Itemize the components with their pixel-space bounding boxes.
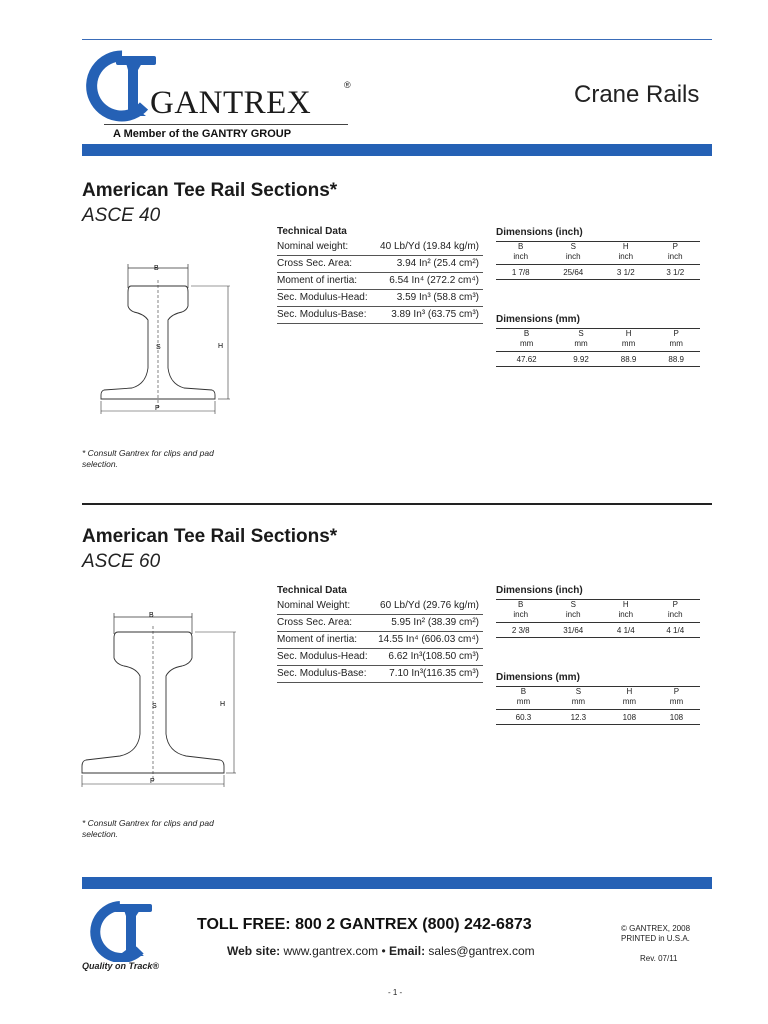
gantrex-footer-logo-icon bbox=[82, 900, 162, 962]
rail-profile-diagram bbox=[96, 258, 246, 418]
revision: Rev. 07/11 bbox=[640, 954, 678, 963]
tech-row: Moment of inertia: 14.55 In⁴ (606.03 cm⁴) bbox=[277, 632, 483, 649]
tech-row: Sec. Modulus-Base: 7.10 In³(116.35 cm³) bbox=[277, 666, 483, 683]
toll-free: TOLL FREE: 800 2 GANTREX (800) 242-6873 bbox=[197, 916, 532, 933]
top-rule bbox=[82, 39, 712, 40]
registered-mark: ® bbox=[344, 80, 351, 90]
tech-row: Sec. Modulus-Head: 6.62 In³(108.50 cm³) bbox=[277, 649, 483, 666]
website-link[interactable]: www.gantrex.com bbox=[283, 944, 379, 958]
section-title: American Tee Rail Sections* bbox=[82, 180, 338, 201]
dimensions-mm-table: B mm S mm H mm P mm 47.62 9.92 88.9 88.9 bbox=[496, 328, 700, 367]
dim-label-h: H bbox=[220, 701, 226, 708]
rail-profile-diagram bbox=[76, 606, 246, 790]
section-divider bbox=[82, 503, 712, 505]
tagline: Quality on Track® bbox=[82, 961, 159, 971]
member-rule bbox=[104, 124, 348, 125]
dimensions-mm bbox=[496, 672, 700, 725]
dim-label-p: P bbox=[155, 405, 160, 412]
section-subtitle: ASCE 60 bbox=[82, 551, 161, 572]
technical-data-heading: Technical Data bbox=[277, 585, 347, 596]
section-subtitle: ASCE 40 bbox=[82, 205, 161, 226]
dim-label-s: S bbox=[152, 703, 157, 710]
tech-row: Cross Sec. Area: 3.94 In² (25.4 cm²) bbox=[277, 256, 483, 273]
footnote: * Consult Gantrex for clips and pad selection. bbox=[82, 818, 214, 839]
tech-row: Nominal Weight: 60 Lb/Yd (29.76 kg/m) bbox=[277, 598, 483, 615]
contact-line: Web site: www.gantrex.com • Email: sales@gantrex.com bbox=[227, 944, 535, 958]
dimensions-inch-table: B inch S inch H inch P inch 2 3/8 31/64 4 1/4 4 1/4 bbox=[496, 599, 700, 638]
footer-blue-bar bbox=[82, 877, 712, 889]
email-label: Email: bbox=[389, 944, 426, 958]
tech-row: Moment of inertia: 6.54 In⁴ (272.2 cm⁴) bbox=[277, 273, 483, 290]
email-link[interactable]: sales@gantrex.com bbox=[428, 944, 535, 958]
footnote: * Consult Gantrex for clips and pad selection. bbox=[82, 448, 214, 469]
header-blue-bar bbox=[82, 144, 712, 156]
dimensions-mm-heading: Dimensions (mm) bbox=[496, 672, 580, 683]
dim-label-h: H bbox=[218, 343, 224, 350]
tech-row: Sec. Modulus-Base: 3.89 In³ (63.75 cm³) bbox=[277, 307, 483, 324]
dim-label-b: B bbox=[149, 612, 154, 619]
tech-row: Nominal weight: 40 Lb/Yd (19.84 kg/m) bbox=[277, 239, 483, 256]
section-title: American Tee Rail Sections* bbox=[82, 526, 338, 547]
page-title: Crane Rails bbox=[574, 81, 700, 108]
member-text: A Member of the GANTRY GROUP bbox=[113, 128, 292, 140]
dimensions-inch-heading: Dimensions (inch) bbox=[496, 227, 583, 238]
dimensions-inch-table: B inch S inch H inch P inch 1 7/8 25/64 3 1/2 3 1/2 bbox=[496, 241, 700, 280]
page-number: - 1 - bbox=[388, 988, 403, 997]
dimensions-mm bbox=[496, 314, 700, 367]
tech-row: Sec. Modulus-Head: 3.59 In³ (58.8 cm³) bbox=[277, 290, 483, 307]
technical-data-heading: Technical Data bbox=[277, 226, 347, 237]
logo-wordmark: GANTREX bbox=[150, 85, 312, 121]
dimensions-inch bbox=[496, 227, 700, 280]
dimensions-mm-heading: Dimensions (mm) bbox=[496, 314, 580, 325]
dimensions-inch bbox=[496, 585, 700, 638]
dimensions-inch-heading: Dimensions (inch) bbox=[496, 585, 583, 596]
tech-row: Cross Sec. Area: 5.95 In² (38.39 cm²) bbox=[277, 615, 483, 632]
technical-data bbox=[277, 226, 483, 324]
technical-data bbox=[277, 585, 483, 683]
dim-label-b: B bbox=[154, 265, 159, 272]
web-label: Web site: bbox=[227, 944, 281, 958]
dim-label-s: S bbox=[156, 344, 161, 351]
copyright: © GANTREX, 2008 PRINTED in U.S.A. bbox=[621, 924, 691, 943]
dim-label-p: P bbox=[150, 778, 155, 785]
dimensions-mm-table: B mm S mm H mm P mm 60.3 12.3 108 108 bbox=[496, 686, 700, 725]
